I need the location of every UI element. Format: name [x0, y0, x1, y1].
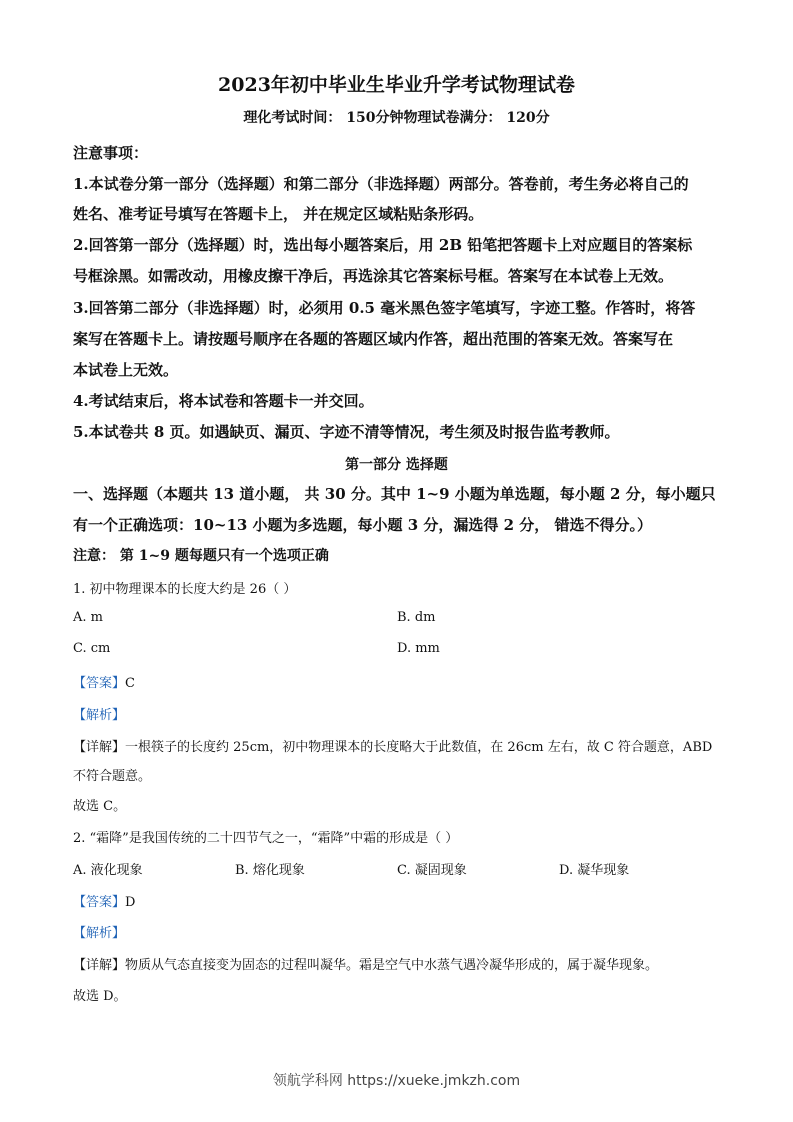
detail-text: 物质从气态直接变为固态的过程叫凝华。霜是空气中水蒸气遇冷凝华形成的，属于凝华现象。: [125, 958, 659, 973]
option-b: B. dm: [397, 610, 436, 625]
analysis-tag: 【解析】: [73, 708, 126, 723]
part-heading: 第一部分 选择题: [345, 457, 448, 473]
option-c: C. 凝固现象: [397, 863, 467, 878]
detail-text: 一根筷子的长度约 25cm，初中物理课本的长度略大于此数值，在 26cm 左右，故 C 符合题意，ABD: [125, 740, 713, 755]
detail-line: [73, 954, 658, 973]
note-line: 2.回答第一部分（选择题）时，选出每小题答案后，用 2B 铅笔把答题卡上对应题目的答案标: [73, 236, 693, 254]
option-a: A. 液化现象: [73, 863, 143, 878]
detail-tag: 【详解】: [73, 958, 126, 973]
conclusion: 故选 D。: [73, 989, 127, 1004]
option-d: D. 凝华现象: [559, 863, 630, 878]
note-line: 案写在答题卡上。请按题号顺序在各题的答题区域内作答，超出范围的答案无效。答案写在: [73, 330, 674, 348]
detail-line: [73, 736, 712, 755]
detail-line: 不符合题意。: [73, 769, 152, 784]
note-line: 1.本试卷分第一部分（选择题）和第二部分（非选择题）两部分。答卷前，考生务必将自己的: [73, 175, 689, 193]
option-d: D. mm: [397, 641, 440, 656]
detail-tag: 【详解】: [73, 740, 126, 755]
analysis-tag: 【解析】: [73, 926, 126, 941]
question-stem: 1. 初中物理课本的长度大约是 26（ ）: [73, 582, 297, 597]
note-line: 号框涂黑。如需改动，用橡皮擦干净后，再选涂其它答案标号框。答案写在本试卷上无效。: [73, 267, 674, 285]
notes-heading: 注意事项：: [73, 144, 149, 162]
question-stem: 2. “霜降”是我国传统的二十四节气之一，“霜降”中霜的形成是（ ）: [73, 831, 459, 846]
section-intro: 一、选择题（本题共 13 道小题， 共 30 分。其中 1~9 小题为单选题，每小题 2 分，每小题只: [73, 485, 716, 503]
section-note: 注意： 第 1~9 题每题只有一个选项正确: [73, 548, 329, 564]
note-line: 姓名、准考证号填写在答题卡上， 并在规定区域粘贴条形码。: [73, 205, 484, 223]
note-line: 4.考试结束后，将本试卷和答题卡一并交回。: [73, 392, 374, 410]
answer-line: [73, 672, 135, 691]
option-a: A. m: [73, 610, 103, 625]
note-line: 本试卷上无效。: [73, 361, 179, 379]
answer-value: C: [125, 676, 135, 691]
page-title: 2023年初中毕业生毕业升学考试物理试卷: [218, 74, 575, 96]
answer-value: D: [125, 895, 136, 910]
conclusion: 故选 C。: [73, 799, 127, 814]
note-line: 3.回答第二部分（非选择题）时，必须用 0.5 毫米黑色签字笔填写，字迹工整。作答时，将答: [73, 299, 696, 317]
exam-info: 理化考试时间： 150分钟物理试卷满分： 120分: [243, 110, 550, 126]
section-intro: 有一个正确选项：10~13 小题为多选题，每小题 3 分，漏选得 2 分， 错选不得分。）: [73, 516, 653, 534]
note-line: 5.本试卷共 8 页。如遇缺页、漏页、字迹不清等情况，考生须及时报告监考教师。: [73, 423, 620, 441]
answer-line: [73, 891, 135, 910]
option-b: B. 熔化现象: [235, 863, 305, 878]
footer-watermark: 领航学科网 https://xueke.jmkzh.com: [272, 1073, 521, 1089]
answer-tag: 【答案】: [73, 676, 126, 691]
option-c: C. cm: [73, 641, 111, 656]
answer-tag: 【答案】: [73, 895, 126, 910]
